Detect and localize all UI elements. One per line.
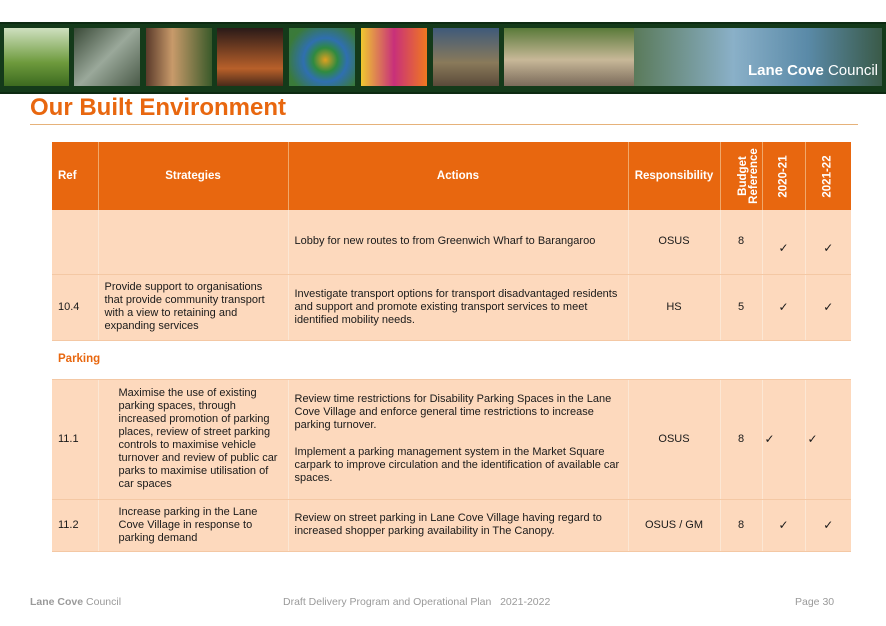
footer-brand-suffix: Council	[86, 596, 122, 608]
header-budget-line1: Budget	[736, 156, 749, 196]
table-row	[52, 210, 851, 274]
footer-brand-name: Lane Cove	[30, 596, 84, 608]
title-divider	[30, 124, 858, 125]
row-strategy	[98, 210, 288, 274]
row-action: Review on street parking in Lane Cove Village having regard to increased shopper parking availability in The Canopy.	[288, 499, 628, 551]
check-icon: ✓	[805, 379, 851, 499]
section-header-row	[52, 340, 851, 379]
header-responsibility: Responsibility	[628, 142, 720, 210]
brand-name: Lane Cove	[747, 62, 824, 79]
table-row	[52, 274, 851, 340]
header-banner	[0, 22, 886, 94]
check-icon: ✓	[805, 274, 851, 340]
footer-document-title: Draft Delivery Program and Operational Plan 2021-2022	[283, 596, 551, 608]
building-photo	[433, 28, 499, 86]
lorikeet-photo	[289, 28, 355, 86]
plaza-crowd-photo	[504, 28, 634, 86]
row-budget: 5	[720, 274, 762, 340]
row-action-item: Implement a parking management system in the Market Square carpark to improve circulation and the identification of available car spaces.	[294, 446, 620, 484]
page-title: Our Built Environment	[30, 94, 287, 121]
performer-photo	[361, 28, 427, 86]
check-icon: ✓	[762, 379, 805, 499]
header-year2: 2021-22	[805, 142, 851, 210]
row-ref	[52, 210, 98, 274]
waterfall-photo	[74, 28, 140, 86]
row-ref: 10.4	[52, 274, 98, 340]
row-budget: 8	[720, 499, 762, 551]
dancers-photo	[146, 28, 212, 86]
check-icon: ✓	[805, 210, 851, 274]
row-strategy: Increase parking in the Lane Cove Village in response to parking demand	[98, 499, 288, 551]
check-icon: ✓	[805, 499, 851, 551]
row-ref: 11.2	[52, 499, 98, 551]
header-ref: Ref	[52, 142, 98, 210]
row-strategy: Provide support to organisations that provide community transport with a view to retaining and expanding services	[98, 274, 288, 340]
header-budget-reference	[720, 142, 762, 210]
table-row	[52, 499, 851, 551]
header-year1: 2020-21	[762, 142, 805, 210]
row-responsibility: HS	[628, 274, 720, 340]
footer-page-number: Page 30	[795, 596, 835, 608]
table-header-row	[52, 142, 851, 210]
row-budget: 8	[720, 379, 762, 499]
row-action: Investigate transport options for transport disadvantaged residents and support and promote existing transport services to meet identified mobility needs.	[288, 274, 628, 340]
strategies-table	[52, 142, 851, 552]
row-action: Lobby for new routes to from Greenwich Wharf to Barangaroo	[288, 210, 628, 274]
table-row	[52, 379, 851, 499]
park-photo	[4, 28, 69, 86]
check-icon: ✓	[762, 210, 805, 274]
header-budget-line2: Reference	[747, 148, 760, 204]
row-action	[288, 379, 628, 499]
section-label-parking: Parking	[52, 340, 851, 379]
brand-logo	[748, 62, 878, 79]
row-ref: 11.1	[52, 379, 98, 499]
row-budget: 8	[720, 210, 762, 274]
row-strategy: Maximise the use of existing parking spaces, through increased promotion of parking places, review of street parking controls to maximise vehicle turnover and review of public car parks to maximise utilisation of car spaces	[98, 379, 288, 499]
night-market-photo	[217, 28, 283, 86]
row-responsibility: OSUS	[628, 379, 720, 499]
header-actions: Actions	[288, 142, 628, 210]
row-responsibility: OSUS / GM	[628, 499, 720, 551]
row-responsibility: OSUS	[628, 210, 720, 274]
check-icon: ✓	[762, 274, 805, 340]
footer-brand	[30, 596, 121, 608]
header-strategies: Strategies	[98, 142, 288, 210]
check-icon: ✓	[762, 499, 805, 551]
brand-suffix: Council	[827, 62, 878, 79]
row-action-item: Review time restrictions for Disability Parking Spaces in the Lane Cove Village and enforce general time restrictions to increase parking turnover.	[294, 393, 612, 431]
